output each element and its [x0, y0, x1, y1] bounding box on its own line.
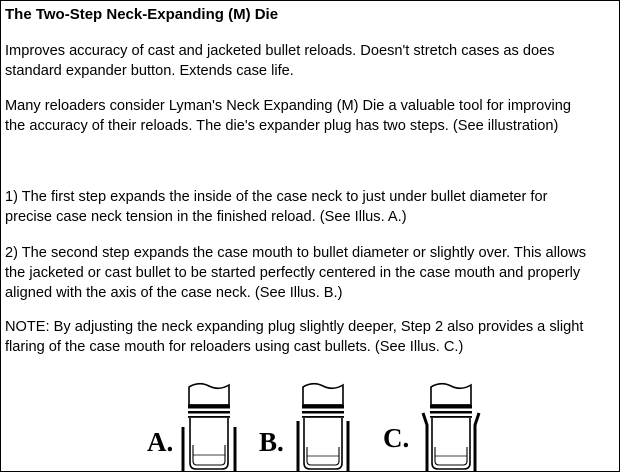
description-paragraph: Many reloaders consider Lyman's Neck Expanding (M) Die a valuable tool for improving the accuracy of their reloads. The die's expander plug has two steps. (See illustration) [5, 98, 571, 134]
step-two-paragraph: 2) The second step expands the case mouth to bullet diameter or slightly over. This allows the jacketed or cast bullet to be started perfectly centered in the case mouth and properly aligned with the axis of the case neck. (See Illus. B.) [5, 245, 587, 301]
label-b: B. [259, 427, 284, 457]
page-title: The Two-Step Neck-Expanding (M) Die [5, 6, 279, 23]
intro-paragraph: Improves accuracy of cast and jacketed bullet reloads. Doesn't stretch cases as does standard expander button. Extends case life. [5, 43, 555, 79]
note-paragraph: NOTE: By adjusting the neck expanding plug slightly deeper, Step 2 also provides a slight flaring of the case mouth for reloaders using cast bullets. (See Illus. C.) [5, 319, 584, 355]
illustration-a [147, 384, 235, 472]
illustration-c [383, 384, 479, 472]
expander-plug-illustration [1, 379, 619, 472]
label-a: A. [147, 427, 174, 457]
label-c: C. [383, 423, 410, 453]
illustration-b [259, 384, 348, 472]
step-one-paragraph: 1) The first step expands the inside of the case neck to just under bullet diameter for precise case neck tension in the finished reload. (See Illus. A.) [5, 189, 548, 225]
